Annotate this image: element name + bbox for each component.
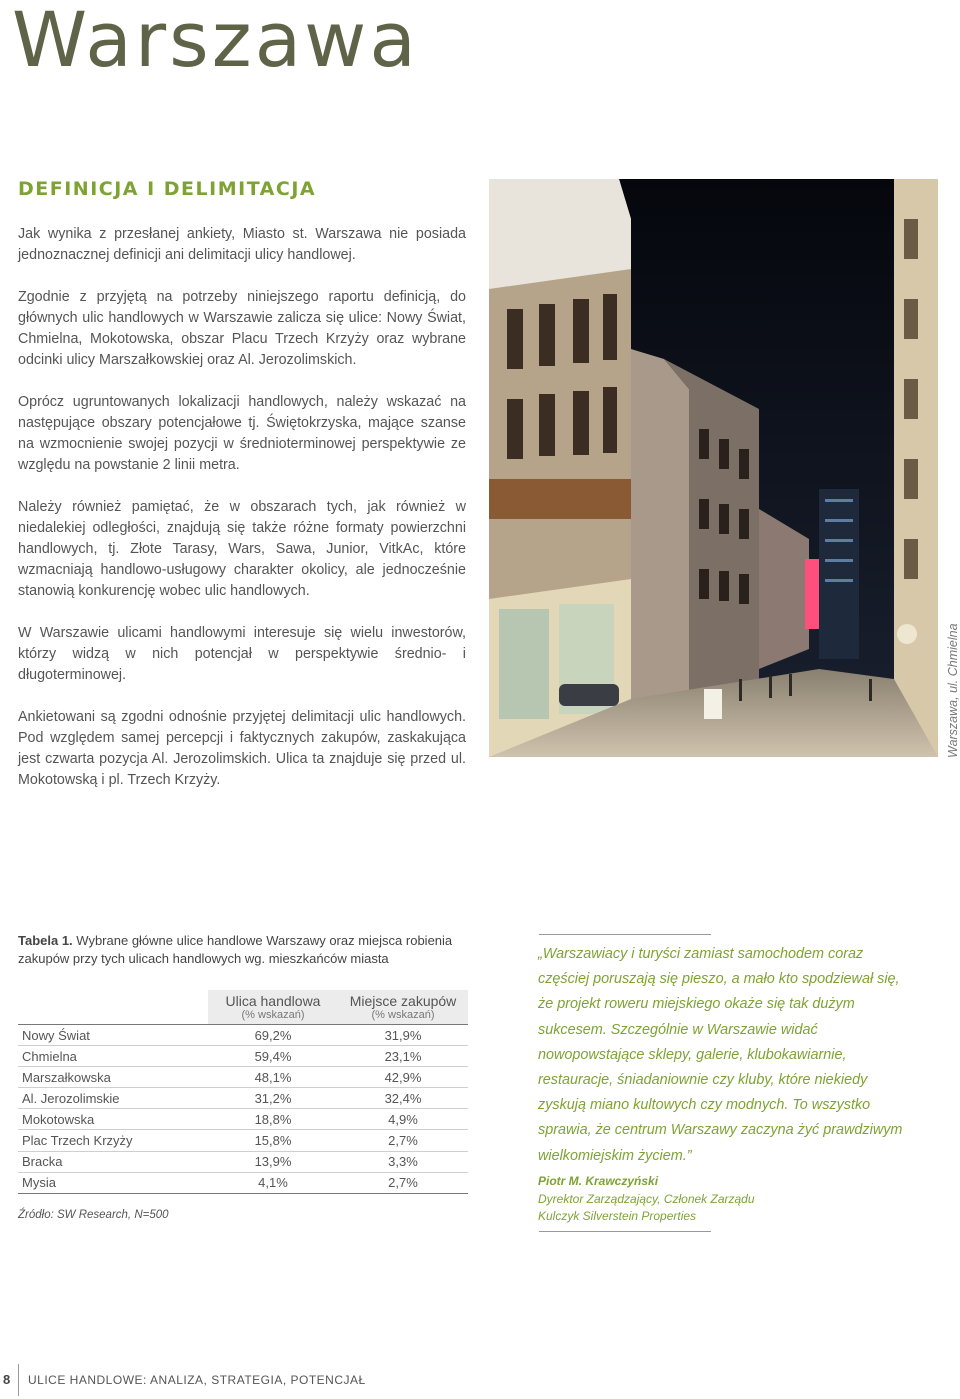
quote-top-rule (539, 934, 711, 935)
row-shopping-value: 23,1% (338, 1046, 468, 1067)
paragraph-2: Zgodnie z przyjętą na potrzeby niniejszego raportu definicją, do głównych ulic handlowych w Warszawie zalicza się ulice: Nowy Świat, Chmielna, Mokotowska, obszar Placu Trzech Krzyży oraz wybrane odcinki ulicy Marszałkowskiej oraz Al. Jerozolimskich. (18, 289, 466, 368)
quote-text: „Warszawiacy i turyści zamiast samochodem coraz częściej poruszają się pieszo, a mało kto spodziewał się, że projekt roweru miejskiego okaże się tak dużym sukcesem. Szczególnie w Warszawie widać nowopowstające sklepy, galerie, klubokawiarnie, restauracje, śniadaniownie czy kluby, które niekiedy zyskują miano kultowych czy modnych. To wszystko sprawia, że centrum Warszawy zaczyna żyć prawdziwym wielkomiejskim życiem.” (538, 946, 903, 1164)
row-name: Al. Jerozolimskie (18, 1088, 208, 1109)
photo-caption (936, 623, 960, 758)
quote-role-line-2: Kulczyk Silverstein Properties (538, 1209, 697, 1223)
photo-caption-text: Warszawa, ul. Chmielna (946, 623, 960, 758)
footer-divider (18, 1364, 19, 1396)
row-shopping-value: 31,9% (338, 1025, 468, 1046)
quote-bottom-rule (539, 1231, 711, 1232)
table-row (18, 1172, 468, 1193)
table-row (18, 1025, 468, 1046)
row-street-value: 48,1% (208, 1067, 338, 1088)
row-shopping-value: 4,9% (338, 1109, 468, 1130)
running-title: ULICE HANDLOWE: ANALIZA, STRATEGIA, POTENCJAŁ (28, 1373, 366, 1387)
quote-role-line-1: Dyrektor Zarządzający, Członek Zarządu (538, 1192, 755, 1206)
table-title-text: Wybrane główne ulice handlowe Warszawy oraz miejsca robienia zakupów przy tych ulicach handlowych wg. mieszkańców miasta (18, 933, 453, 966)
paragraph-4: Należy również pamiętać, że w obszarach tych, jak również w niedalekiej odległości, znajdują się także różne formaty powierzchni handlowych, tj. Złote Tarasy, Wars, Sawa, Junior, VitkAc, które wzmacniają handlowo-usługowy charakter okolicy, ale jednocześnie stanowią konkurencję wobec ulic handlowych. (18, 499, 466, 599)
row-street-value: 18,8% (208, 1109, 338, 1130)
page-number: 8 (3, 1372, 11, 1387)
city-title: Warszawa (12, 0, 419, 84)
paragraph-1: Jak wynika z przesłanej ankiety, Miasto st. Warszawa nie posiada jednoznacznej definicji ani delimitacji ulicy handlowej. (18, 226, 466, 263)
col-street-subheader: (% wskazań) (208, 1009, 338, 1025)
row-name: Nowy Świat (18, 1025, 208, 1046)
col-shopping-subheader: (% wskazań) (338, 1009, 468, 1025)
shopping-streets-table (18, 990, 468, 1194)
row-street-value: 15,8% (208, 1130, 338, 1151)
col-shopping-header: Miejsce zakupów (338, 990, 468, 1009)
row-street-value: 59,4% (208, 1046, 338, 1067)
table-row (18, 1088, 468, 1109)
paragraph-6: Ankietowani są zgodni odnośnie przyjętej delimitacji ulic handlowych. Pod względem samej percepcji i faktycznych zakupów, zaskakująca jest czwarta pozycja Al. Jerozolimskich. Ulica ta znajduje się przed ul. Mokotowską i pl. Trzech Krzyży. (18, 709, 466, 788)
section-heading: DEFINICJA I DELIMITACJA (18, 178, 317, 200)
row-shopping-value: 42,9% (338, 1067, 468, 1088)
table-row (18, 1109, 468, 1130)
table-row (18, 1046, 468, 1067)
table-source: Źródło: SW Research, N=500 (18, 1209, 169, 1221)
row-shopping-value: 32,4% (338, 1088, 468, 1109)
row-street-value: 69,2% (208, 1025, 338, 1046)
row-shopping-value: 2,7% (338, 1130, 468, 1151)
street-photo (489, 179, 938, 757)
table-row (18, 1151, 468, 1172)
quote-author-role (538, 1191, 755, 1225)
row-street-value: 31,2% (208, 1088, 338, 1109)
body-text-column (18, 224, 466, 812)
row-name: Mysia (18, 1172, 208, 1193)
row-street-value: 4,1% (208, 1172, 338, 1193)
table-title (18, 932, 468, 967)
quote-author: Piotr M. Krawczyński (538, 1174, 659, 1188)
paragraph-5: W Warszawie ulicami handlowymi interesuje się wielu inwestorów, którzy widzą w nich potencjał w perspektywie średnio- i długoterminowej. (18, 625, 466, 683)
table-label: Tabela 1. (18, 933, 73, 948)
row-name: Mokotowska (18, 1109, 208, 1130)
col-street-header: Ulica handlowa (208, 990, 338, 1009)
row-shopping-value: 3,3% (338, 1151, 468, 1172)
row-shopping-value: 2,7% (338, 1172, 468, 1193)
paragraph-3: Oprócz ugruntowanych lokalizacji handlowych, należy wskazać na następujące obszary potencjałowe tj. Świętokrzyska, mające szanse na wzmocnienie swojej pozycji w średnioterminowej perspektywie ze względu na powstanie 2 linii metra. (18, 394, 466, 473)
table-row (18, 1067, 468, 1088)
table-row (18, 1130, 468, 1151)
row-name: Plac Trzech Krzyży (18, 1130, 208, 1151)
row-name: Marszałkowska (18, 1067, 208, 1088)
row-name: Chmielna (18, 1046, 208, 1067)
row-street-value: 13,9% (208, 1151, 338, 1172)
row-name: Bracka (18, 1151, 208, 1172)
